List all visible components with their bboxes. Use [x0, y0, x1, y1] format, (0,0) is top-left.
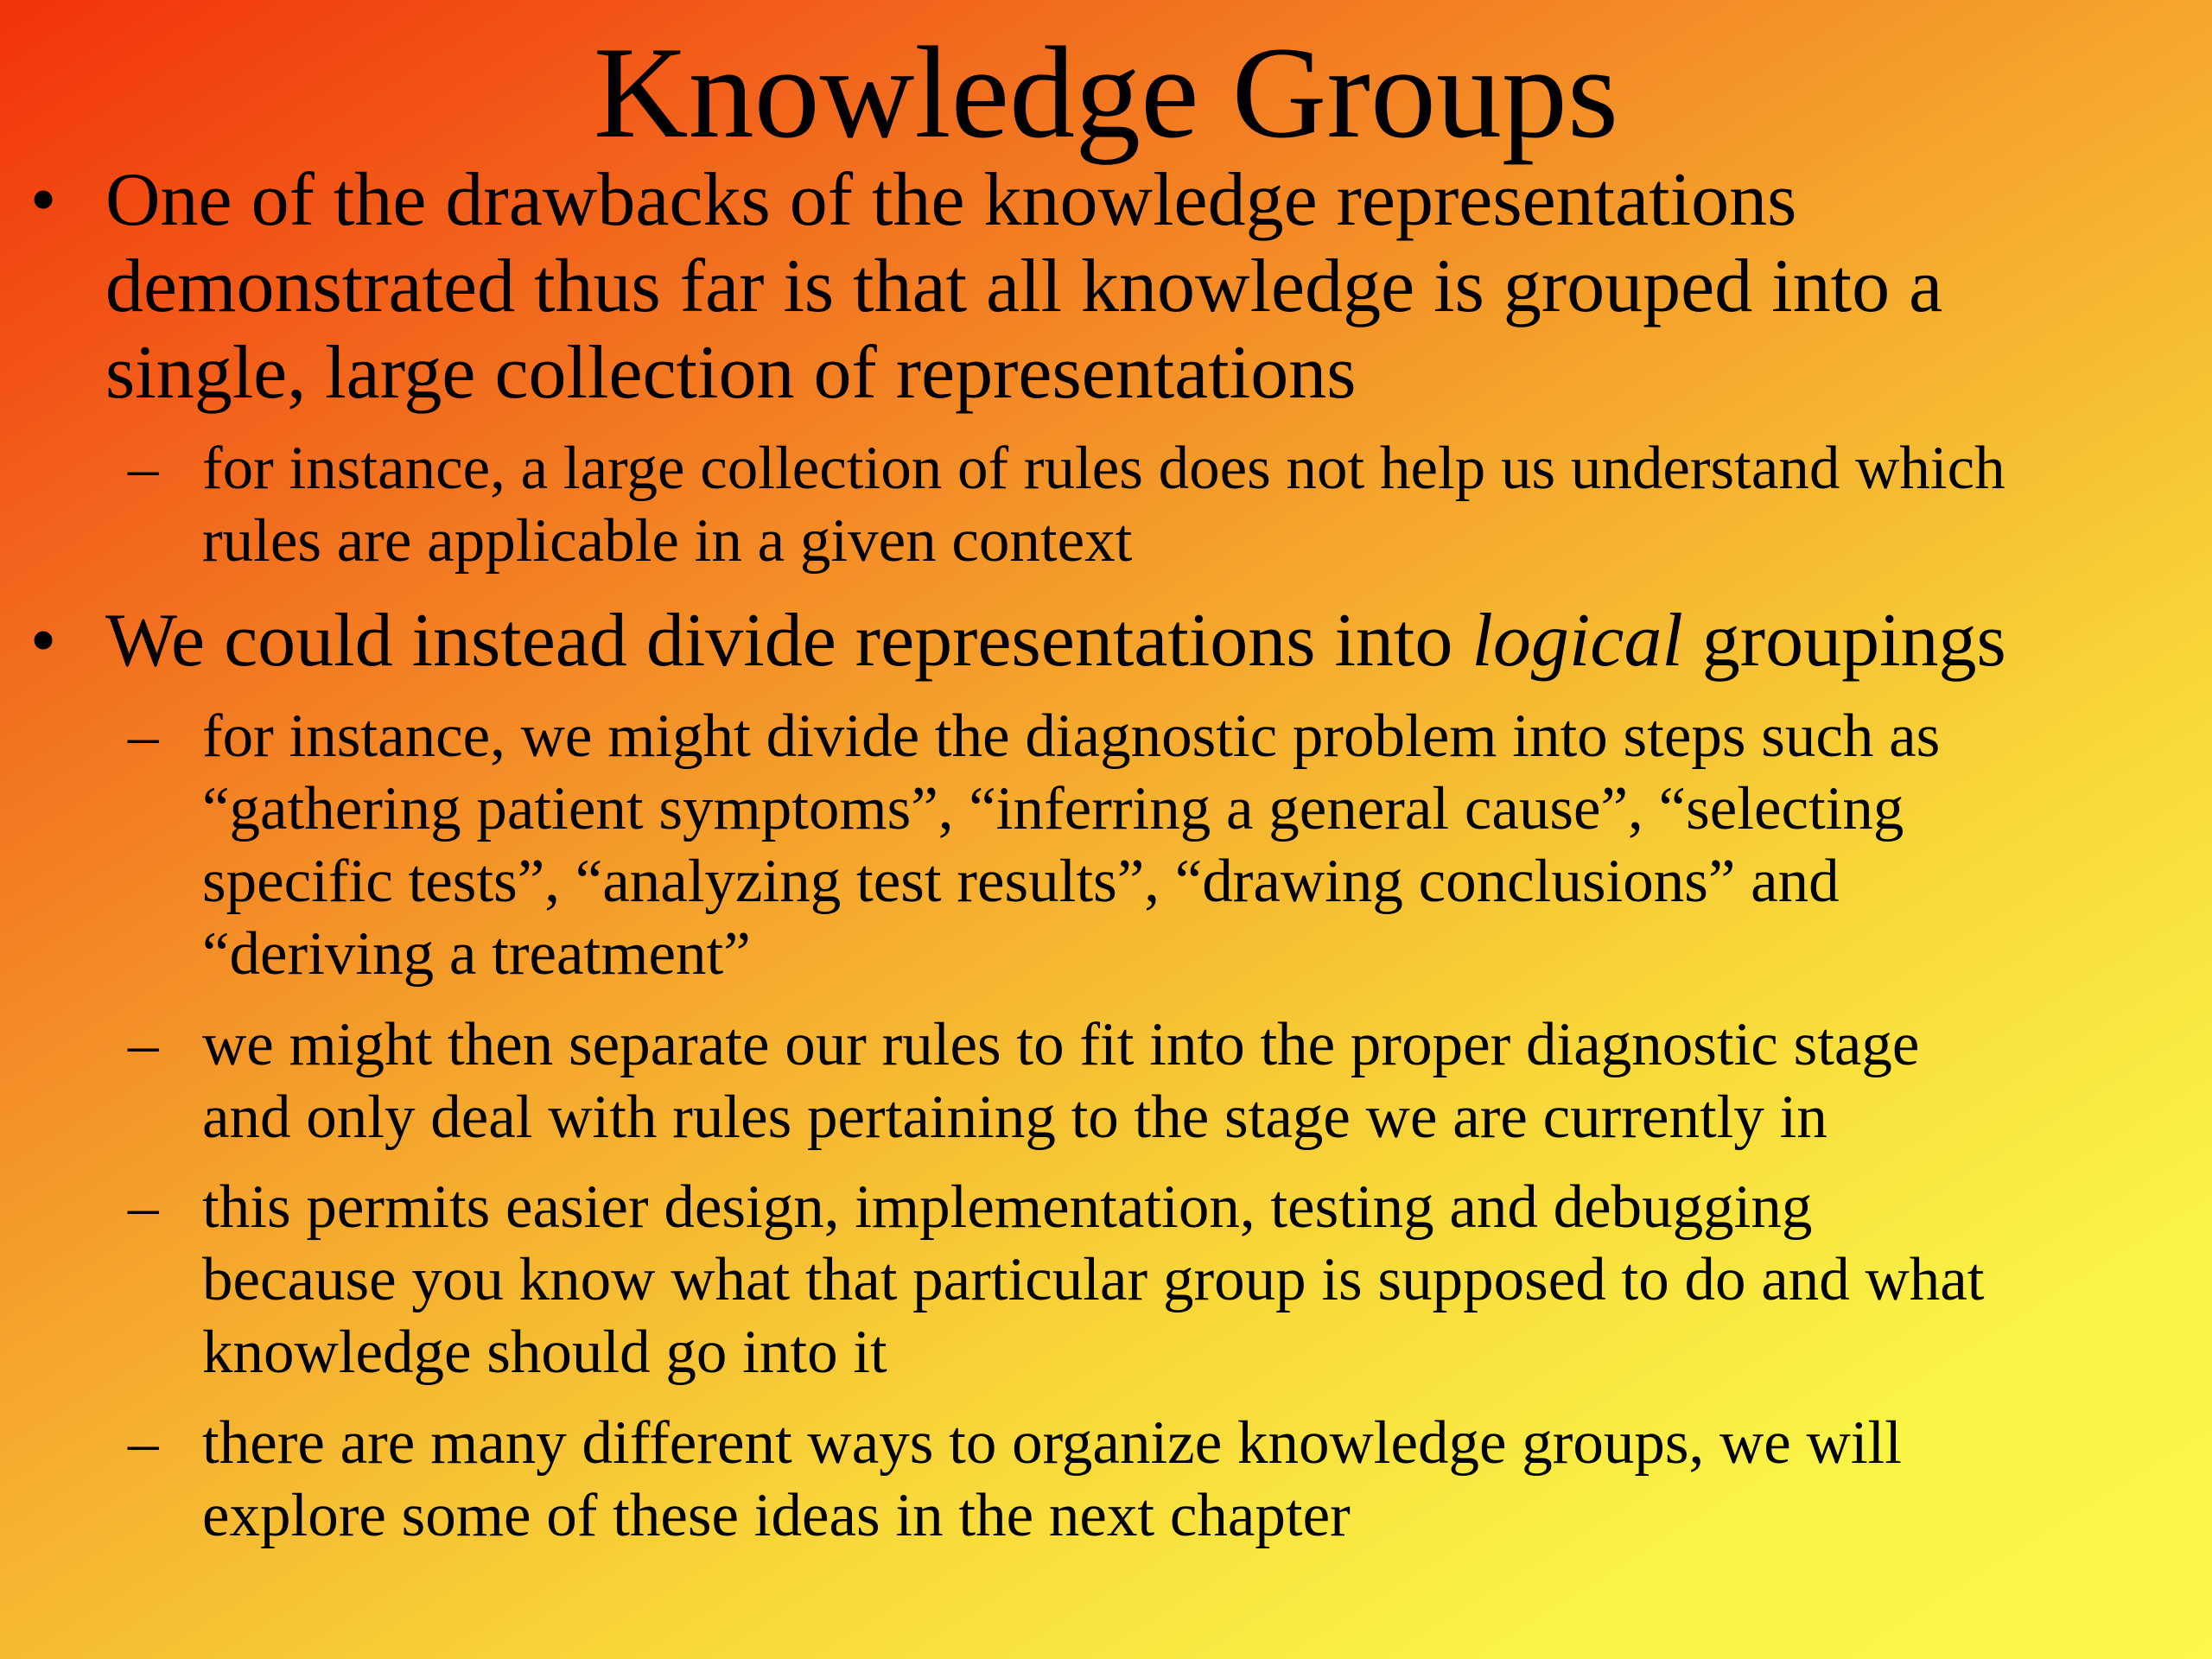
- bullet-text: [105, 598, 2153, 684]
- sub-item-text: [202, 700, 2207, 990]
- text-line: demonstrated thus far is that all knowledge is grouped into a: [105, 245, 1943, 328]
- text-line: for instance, a large collection of rules does not help us understand which: [202, 435, 2005, 502]
- dash-icon: –: [128, 435, 159, 502]
- sub-item-text: [202, 1008, 2207, 1154]
- dash-icon: –: [128, 1173, 159, 1241]
- bullet-icon: •: [29, 158, 57, 242]
- text-line: [105, 598, 2153, 684]
- text-line: “gathering patient symptoms”, “inferring a general cause”, “selecting: [202, 775, 1904, 842]
- bullet-icon: •: [29, 599, 57, 683]
- bullet-text: [105, 157, 2153, 416]
- sub-item-text: [202, 432, 2207, 577]
- text-line: specific tests”, “analyzing test results”, “drawing conclusions” and: [202, 848, 1840, 915]
- text-line: this permits easier design, implementation, testing and debugging: [202, 1173, 1813, 1241]
- text-segment: groupings: [1682, 599, 2006, 683]
- dash-icon: –: [128, 1409, 159, 1477]
- text-line: and only deal with rules pertaining to the stage we are currently in: [202, 1084, 1827, 1151]
- text-line: for instance, we might divide the diagnostic problem into steps such as: [202, 702, 1941, 770]
- emphasized-word: logical: [1471, 599, 1683, 683]
- text-line: rules are applicable in a given context: [202, 507, 1133, 575]
- text-line: there are many different ways to organize knowledge groups, we will: [202, 1409, 1902, 1477]
- sub-item-text: [202, 1171, 2207, 1389]
- dash-icon: –: [128, 702, 159, 770]
- text-line: explore some of these ideas in the next chapter: [202, 1482, 1351, 1549]
- sub-item-text: [202, 1407, 2207, 1552]
- text-line: “deriving a treatment”: [202, 920, 751, 988]
- text-segment: We could instead divide representations into: [105, 599, 1472, 683]
- dash-icon: –: [128, 1011, 159, 1078]
- text-line: because you know what that particular group is supposed to do and what: [202, 1246, 1985, 1313]
- slide-title: Knowledge Groups: [593, 20, 1619, 165]
- text-line: knowledge should go into it: [202, 1319, 887, 1386]
- text-line: single, large collection of representations: [105, 331, 1357, 415]
- text-line: we might then separate our rules to fit into the proper diagnostic stage: [202, 1011, 1920, 1078]
- text-line: One of the drawbacks of the knowledge representations: [105, 158, 1797, 242]
